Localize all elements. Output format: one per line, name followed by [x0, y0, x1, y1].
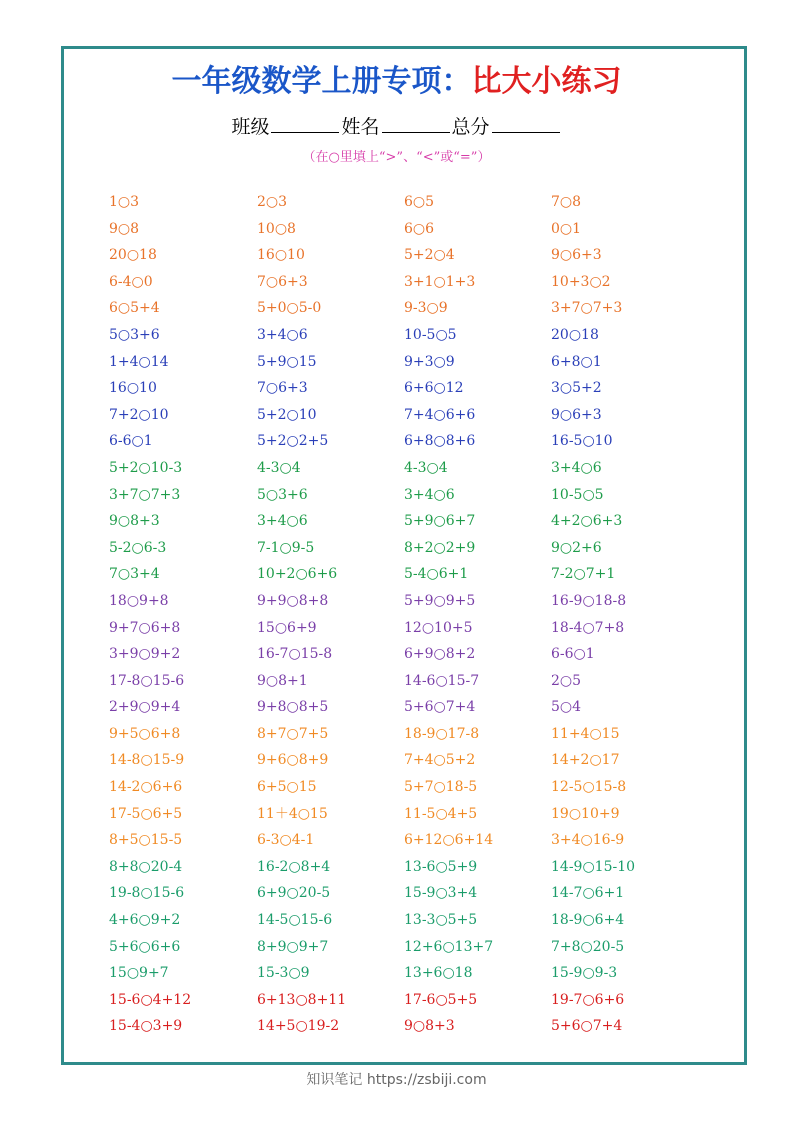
comparison-problem[interactable]: 7-1○9-5	[257, 539, 315, 556]
comparison-problem[interactable]: 18-9○6+4	[551, 912, 625, 929]
comparison-problem[interactable]: 11＋4○15	[257, 805, 328, 822]
comparison-problem[interactable]: 9○8+1	[257, 672, 308, 689]
comparison-problem[interactable]: 11-5○4+5	[404, 805, 478, 822]
exercise-row	[109, 376, 709, 403]
exercise-row	[109, 509, 709, 536]
comparison-problem[interactable]: 10-5○5	[404, 326, 457, 343]
comparison-problem[interactable]: 5+9○15	[257, 353, 317, 370]
comparison-problem[interactable]: 14-7○6+1	[551, 885, 625, 902]
comparison-problem[interactable]: 19-7○6+6	[551, 991, 625, 1008]
comparison-problem[interactable]: 10○8	[257, 220, 296, 237]
comparison-problem[interactable]: 20○18	[551, 326, 599, 343]
name-label: 姓名	[341, 116, 380, 138]
exercise-row	[109, 1014, 709, 1041]
exercise-row	[109, 350, 709, 377]
exercise-row	[109, 669, 709, 696]
comparison-problem[interactable]: 8+5○15-5	[109, 832, 183, 849]
comparison-problem[interactable]: 9+7○6+8	[109, 619, 181, 636]
comparison-problem[interactable]: 6○6	[404, 220, 435, 237]
footer-watermark: 知识笔记 https://zsbiji.com	[306, 1072, 487, 1088]
comparison-problem[interactable]: 10+3○2	[551, 273, 611, 290]
comparison-problem[interactable]: 9+9○8+8	[257, 592, 329, 609]
comparison-problem[interactable]: 16-9○18-8	[551, 592, 627, 609]
comparison-problem[interactable]: 3+7○7+3	[109, 486, 181, 503]
comparison-problem[interactable]: 14-9○15-10	[551, 858, 636, 875]
comparison-problem[interactable]: 5+7○18-5	[404, 779, 478, 796]
comparison-problem[interactable]: 15-3○9	[257, 965, 310, 982]
comparison-problem[interactable]: 5-4○6+1	[404, 566, 469, 583]
exercise-row	[109, 935, 709, 962]
comparison-problem[interactable]: 15○9+7	[109, 965, 169, 982]
exercise-row	[109, 536, 709, 563]
comparison-problem[interactable]: 2○3	[257, 194, 288, 210]
comparison-problem[interactable]: 19-8○15-6	[109, 885, 185, 902]
comparison-problem[interactable]: 2+9○9+4	[109, 699, 181, 716]
comparison-problem[interactable]: 6+5○15	[257, 779, 317, 796]
comparison-problem[interactable]: 9+6○8+9	[257, 752, 329, 769]
comparison-problem[interactable]: 5+2○10-3	[109, 459, 183, 476]
title-part-1: 一年级数学上册专项：	[171, 64, 472, 99]
comparison-problem[interactable]: 6-3○4-1	[257, 832, 315, 849]
exercise-row	[109, 642, 709, 669]
comparison-problem[interactable]: 6+13○8+11	[257, 991, 347, 1008]
instruction-text: （在○里填上“>”、“<”或“=”）	[302, 150, 491, 165]
comparison-problem[interactable]: 10+2○6+6	[257, 566, 338, 583]
comparison-problem[interactable]: 6+6○12	[404, 380, 464, 397]
exercise-row	[109, 908, 709, 935]
comparison-problem[interactable]: 9+5○6+8	[109, 725, 181, 742]
exercise-row	[109, 456, 709, 483]
comparison-problem[interactable]: 6+8○1	[551, 353, 602, 370]
comparison-problem[interactable]: 18○9+8	[109, 592, 169, 609]
comparison-problem[interactable]: 4-3○4	[404, 459, 448, 476]
comparison-problem[interactable]: 5+6○6+6	[109, 938, 181, 955]
student-info-line	[0, 112, 793, 141]
comparison-problem[interactable]: 15-6○4+12	[109, 991, 192, 1008]
exercise-row	[109, 589, 709, 616]
exercise-row	[109, 190, 709, 217]
comparison-problem[interactable]: 3+4○6	[257, 513, 308, 530]
comparison-problem[interactable]: 9○8	[109, 220, 140, 237]
comparison-problem[interactable]: 15-4○3+9	[109, 1018, 183, 1035]
comparison-problem[interactable]: 7○8	[551, 194, 582, 210]
comparison-problem[interactable]: 1○3	[109, 194, 140, 210]
comparison-problem[interactable]: 14-2○6+6	[109, 779, 183, 796]
comparison-problem[interactable]: 13-3○5+5	[404, 912, 478, 929]
comparison-problem[interactable]: 12-5○15-8	[551, 779, 627, 796]
comparison-problem[interactable]: 9-3○9	[404, 300, 448, 317]
comparison-problem[interactable]: 8+9○9+7	[257, 938, 329, 955]
comparison-problem[interactable]: 9+3○9	[404, 353, 455, 370]
comparison-problem[interactable]: 3+9○9+2	[109, 646, 181, 663]
comparison-problem[interactable]: 5+6○7+4	[551, 1018, 623, 1035]
exercise-row	[109, 695, 709, 722]
exercise-row	[109, 616, 709, 643]
comparison-problem[interactable]: 9○8+3	[109, 513, 160, 530]
comparison-problem[interactable]: 13-6○5+9	[404, 858, 478, 875]
comparison-problem[interactable]: 5+2○2+5	[257, 433, 329, 450]
exercise-row	[109, 483, 709, 510]
comparison-problem[interactable]: 6-6○1	[109, 433, 153, 450]
comparison-problem[interactable]: 7+2○10	[109, 406, 169, 423]
score-blank[interactable]	[492, 112, 560, 133]
exercise-row	[109, 270, 709, 297]
class-label: 班级	[231, 116, 270, 138]
comparison-problem[interactable]: 10-5○5	[551, 486, 604, 503]
comparison-problem[interactable]: 5-2○6-3	[109, 539, 167, 556]
exercise-row	[109, 243, 709, 270]
comparison-problem[interactable]: 16○10	[257, 247, 305, 264]
exercise-grid	[109, 190, 709, 1041]
comparison-problem[interactable]: 4+6○9+2	[109, 912, 181, 929]
comparison-problem[interactable]: 3+4○6	[551, 459, 602, 476]
exercise-row	[109, 961, 709, 988]
exercise-row	[109, 855, 709, 882]
comparison-problem[interactable]: 17-5○6+5	[109, 805, 183, 822]
comparison-problem[interactable]: 15-9○9-3	[551, 965, 618, 982]
comparison-problem[interactable]: 5○3+6	[109, 326, 160, 343]
comparison-problem[interactable]: 6+12○6+14	[404, 832, 494, 849]
comparison-problem[interactable]: 4+2○6+3	[551, 513, 623, 530]
comparison-problem[interactable]: 7-2○7+1	[551, 566, 616, 583]
comparison-problem[interactable]: 5○4	[551, 699, 582, 716]
exercise-row	[109, 828, 709, 855]
comparison-problem[interactable]: 5+6○7+4	[404, 699, 476, 716]
comparison-problem[interactable]: 7○6+3	[257, 380, 308, 397]
comparison-problem[interactable]: 7+8○20-5	[551, 938, 625, 955]
comparison-problem[interactable]: 16-5○10	[551, 433, 613, 450]
exercise-row	[109, 403, 709, 430]
comparison-problem[interactable]: 9○2+6	[551, 539, 602, 556]
comparison-problem[interactable]: 6○5+4	[109, 300, 160, 317]
comparison-problem[interactable]: 7○3+4	[109, 566, 160, 583]
comparison-problem[interactable]: 1+4○14	[109, 353, 169, 370]
exercise-row	[109, 722, 709, 749]
comparison-problem[interactable]: 5+2○4	[404, 247, 455, 264]
exercise-row	[109, 775, 709, 802]
comparison-problem[interactable]: 16-2○8+4	[257, 858, 331, 875]
comparison-problem[interactable]: 16○10	[109, 380, 157, 397]
comparison-problem[interactable]: 5+9○9+5	[404, 592, 476, 609]
title-part-2: 比大小练习	[471, 64, 622, 99]
comparison-problem[interactable]: 0○1	[551, 220, 582, 237]
comparison-problem[interactable]: 8+8○20-4	[109, 858, 183, 875]
page-title	[0, 60, 793, 104]
comparison-problem[interactable]: 18-9○17-8	[404, 725, 480, 742]
class-blank[interactable]	[271, 112, 339, 133]
comparison-problem[interactable]: 6○5	[404, 194, 435, 210]
exercise-row	[109, 296, 709, 323]
score-label: 总分	[451, 116, 490, 138]
comparison-problem[interactable]: 6+9○8+2	[404, 646, 476, 663]
exercise-row	[109, 323, 709, 350]
exercise-row	[109, 217, 709, 244]
comparison-problem[interactable]: 19○10+9	[551, 805, 620, 822]
comparison-problem[interactable]: 4-3○4	[257, 459, 301, 476]
comparison-problem[interactable]: 7○6+3	[257, 273, 308, 290]
exercise-row	[109, 429, 709, 456]
comparison-problem[interactable]: 20○18	[109, 247, 157, 264]
comparison-problem[interactable]: 9○8+3	[404, 1018, 455, 1035]
comparison-problem[interactable]: 6+9○20-5	[257, 885, 331, 902]
comparison-problem[interactable]: 3○5+2	[551, 380, 602, 397]
comparison-problem[interactable]: 14+5○19-2	[257, 1018, 340, 1035]
comparison-problem[interactable]: 6-6○1	[551, 646, 595, 663]
comparison-problem[interactable]: 12○10+5	[404, 619, 473, 636]
comparison-problem[interactable]: 14-5○15-6	[257, 912, 333, 929]
comparison-problem[interactable]: 13+6○18	[404, 965, 473, 982]
comparison-problem[interactable]: 16-7○15-8	[257, 646, 333, 663]
comparison-problem[interactable]: 7+4○5+2	[404, 752, 476, 769]
comparison-problem[interactable]: 14-6○15-7	[404, 672, 480, 689]
comparison-problem[interactable]: 6-4○0	[109, 273, 153, 290]
comparison-problem[interactable]: 14+2○17	[551, 752, 620, 769]
exercise-row	[109, 988, 709, 1015]
comparison-problem[interactable]: 11+4○15	[551, 725, 620, 742]
comparison-problem[interactable]: 17-8○15-6	[109, 672, 185, 689]
comparison-problem[interactable]: 9+8○8+5	[257, 699, 329, 716]
exercise-row	[109, 802, 709, 829]
comparison-problem[interactable]: 8+2○2+9	[404, 539, 476, 556]
comparison-problem[interactable]: 15○6+9	[257, 619, 317, 636]
comparison-problem[interactable]: 5+9○6+7	[404, 513, 476, 530]
comparison-problem[interactable]: 18-4○7+8	[551, 619, 625, 636]
comparison-problem[interactable]: 3+4○16-9	[551, 832, 625, 849]
exercise-row	[109, 562, 709, 589]
comparison-problem[interactable]: 9○6+3	[551, 247, 602, 264]
comparison-problem[interactable]: 12+6○13+7	[404, 938, 494, 955]
comparison-problem[interactable]: 3+7○7+3	[551, 300, 623, 317]
comparison-problem[interactable]: 8+7○7+5	[257, 725, 329, 742]
comparison-problem[interactable]: 7+4○6+6	[404, 406, 476, 423]
comparison-problem[interactable]: 5+0○5-0	[257, 300, 322, 317]
name-blank[interactable]	[382, 112, 450, 133]
comparison-problem[interactable]: 3+4○6	[257, 326, 308, 343]
comparison-problem[interactable]: 5○3+6	[257, 486, 308, 503]
comparison-problem[interactable]: 15-9○3+4	[404, 885, 478, 902]
exercise-row	[109, 748, 709, 775]
comparison-problem[interactable]: 14-8○15-9	[109, 752, 185, 769]
comparison-problem[interactable]: 5+2○10	[257, 406, 317, 423]
comparison-problem[interactable]: 2○5	[551, 672, 582, 689]
comparison-problem[interactable]: 9○6+3	[551, 406, 602, 423]
comparison-problem[interactable]: 17-6○5+5	[404, 991, 478, 1008]
comparison-problem[interactable]: 3+4○6	[404, 486, 455, 503]
exercise-row	[109, 881, 709, 908]
comparison-problem[interactable]: 6+8○8+6	[404, 433, 476, 450]
comparison-problem[interactable]: 3+1○1+3	[404, 273, 476, 290]
